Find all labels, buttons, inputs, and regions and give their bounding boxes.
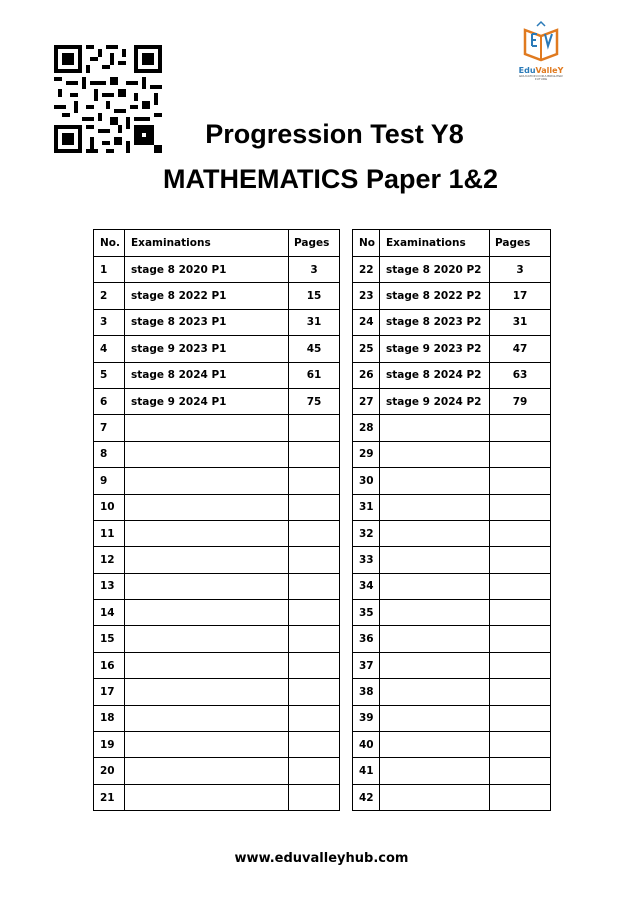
exam-name-left: stage 8 2023 P1	[125, 309, 289, 335]
row-number-right: 30	[353, 468, 380, 494]
pages-right	[490, 784, 551, 810]
exam-name-right	[380, 705, 490, 731]
row-number-right: 23	[353, 283, 380, 309]
exam-name-right	[380, 468, 490, 494]
row-number-left: 2	[94, 283, 125, 309]
footer-url[interactable]: www.eduvalleyhub.com	[234, 851, 409, 866]
exam-name-left	[125, 547, 289, 573]
column-gap	[340, 257, 353, 283]
row-number-left: 18	[94, 705, 125, 731]
row-number-right: 35	[353, 600, 380, 626]
column-gap	[340, 758, 353, 784]
table-row	[94, 652, 551, 678]
row-number-left: 5	[94, 362, 125, 388]
table-row	[94, 705, 551, 731]
pages-left: 61	[289, 362, 340, 388]
exam-name-right: stage 9 2023 P2	[380, 336, 490, 362]
table-row	[94, 626, 551, 652]
exam-name-right: stage 9 2024 P2	[380, 388, 490, 414]
header-pages-right: Pages	[490, 230, 551, 257]
exam-name-right	[380, 441, 490, 467]
row-number-left: 21	[94, 784, 125, 810]
exam-name-right	[380, 494, 490, 520]
exam-name-left	[125, 415, 289, 441]
row-number-right: 41	[353, 758, 380, 784]
table-header-row	[94, 230, 551, 257]
exam-name-left: stage 9 2023 P1	[125, 336, 289, 362]
exam-name-right	[380, 732, 490, 758]
pages-left	[289, 732, 340, 758]
pages-right	[490, 573, 551, 599]
row-number-right: 22	[353, 257, 380, 283]
row-number-left: 9	[94, 468, 125, 494]
pages-left	[289, 573, 340, 599]
pages-left	[289, 705, 340, 731]
row-number-left: 4	[94, 336, 125, 362]
column-gap	[340, 362, 353, 388]
table-row	[94, 468, 551, 494]
column-gap	[340, 732, 353, 758]
exam-name-left	[125, 784, 289, 810]
header-no-right: No	[353, 230, 380, 257]
pages-right: 31	[490, 309, 551, 335]
exam-name-left	[125, 679, 289, 705]
row-number-right: 37	[353, 652, 380, 678]
pages-right	[490, 652, 551, 678]
exam-name-right	[380, 758, 490, 784]
row-number-left: 7	[94, 415, 125, 441]
table-row	[94, 732, 551, 758]
pages-left	[289, 679, 340, 705]
header-exam-right: Examinations	[380, 230, 490, 257]
pages-right	[490, 415, 551, 441]
table-row	[94, 388, 551, 414]
pages-right: 79	[490, 388, 551, 414]
column-gap	[340, 230, 353, 257]
table-row	[94, 520, 551, 546]
row-number-left: 3	[94, 309, 125, 335]
pages-right	[490, 626, 551, 652]
row-number-right: 29	[353, 441, 380, 467]
pages-right	[490, 547, 551, 573]
row-number-left: 6	[94, 388, 125, 414]
table-row	[94, 283, 551, 309]
column-gap	[340, 494, 353, 520]
table-row	[94, 336, 551, 362]
pages-left	[289, 600, 340, 626]
row-number-left: 15	[94, 626, 125, 652]
row-number-left: 12	[94, 547, 125, 573]
exam-name-left: stage 8 2020 P1	[125, 257, 289, 283]
table-row	[94, 309, 551, 335]
column-gap	[340, 336, 353, 362]
exam-name-right: stage 8 2020 P2	[380, 257, 490, 283]
header-pages-left: Pages	[289, 230, 340, 257]
column-gap	[340, 547, 353, 573]
exam-name-left	[125, 520, 289, 546]
exam-name-left	[125, 468, 289, 494]
row-number-left: 8	[94, 441, 125, 467]
exam-name-right	[380, 600, 490, 626]
row-number-right: 24	[353, 309, 380, 335]
pages-right	[490, 441, 551, 467]
exam-name-right: stage 8 2024 P2	[380, 362, 490, 388]
exam-name-left	[125, 600, 289, 626]
column-gap	[340, 309, 353, 335]
exam-name-right	[380, 679, 490, 705]
logo-tagline: EDUCATION FOR A BRIGHTER FUTURE	[519, 74, 563, 81]
exam-name-left	[125, 732, 289, 758]
column-gap	[340, 784, 353, 810]
exam-index-table	[93, 229, 551, 811]
row-number-right: 42	[353, 784, 380, 810]
pages-right	[490, 705, 551, 731]
header-exam-left: Examinations	[125, 230, 289, 257]
exam-name-right: stage 8 2022 P2	[380, 283, 490, 309]
pages-left	[289, 468, 340, 494]
pages-left: 45	[289, 336, 340, 362]
table-row	[94, 573, 551, 599]
row-number-left: 10	[94, 494, 125, 520]
row-number-right: 38	[353, 679, 380, 705]
exam-name-right	[380, 573, 490, 599]
exam-name-left	[125, 441, 289, 467]
row-number-left: 19	[94, 732, 125, 758]
table-row	[94, 784, 551, 810]
pages-right	[490, 468, 551, 494]
exam-name-left: stage 8 2024 P1	[125, 362, 289, 388]
exam-name-right	[380, 547, 490, 573]
column-gap	[340, 652, 353, 678]
pages-left: 75	[289, 388, 340, 414]
row-number-left: 17	[94, 679, 125, 705]
pages-right	[490, 520, 551, 546]
page-title: Progression Test Y8	[205, 119, 464, 149]
table-row	[94, 415, 551, 441]
row-number-left: 1	[94, 257, 125, 283]
logo-brand-edu: Edu	[518, 66, 536, 75]
pages-right: 63	[490, 362, 551, 388]
exam-name-left: stage 8 2022 P1	[125, 283, 289, 309]
row-number-right: 39	[353, 705, 380, 731]
pages-left	[289, 441, 340, 467]
table-row	[94, 547, 551, 573]
exam-name-left	[125, 758, 289, 784]
row-number-right: 27	[353, 388, 380, 414]
row-number-right: 32	[353, 520, 380, 546]
column-gap	[340, 283, 353, 309]
pages-right	[490, 679, 551, 705]
pages-left	[289, 547, 340, 573]
pages-left	[289, 784, 340, 810]
column-gap	[340, 388, 353, 414]
page-subtitle: MATHEMATICS Paper 1&2	[162, 164, 499, 194]
row-number-right: 36	[353, 626, 380, 652]
exam-name-right: stage 8 2023 P2	[380, 309, 490, 335]
pages-left: 3	[289, 257, 340, 283]
table-row	[94, 494, 551, 520]
row-number-left: 11	[94, 520, 125, 546]
column-gap	[340, 468, 353, 494]
table-row	[94, 600, 551, 626]
column-gap	[340, 573, 353, 599]
pages-right	[490, 758, 551, 784]
exam-name-left	[125, 652, 289, 678]
pages-left	[289, 626, 340, 652]
pages-left: 15	[289, 283, 340, 309]
header-no-left: No.	[94, 230, 125, 257]
column-gap	[340, 415, 353, 441]
column-gap	[340, 626, 353, 652]
table-row	[94, 362, 551, 388]
exam-name-right	[380, 520, 490, 546]
pages-left: 31	[289, 309, 340, 335]
row-number-left: 16	[94, 652, 125, 678]
row-number-right: 28	[353, 415, 380, 441]
pages-left	[289, 652, 340, 678]
column-gap	[340, 520, 353, 546]
row-number-right: 31	[353, 494, 380, 520]
pages-right: 47	[490, 336, 551, 362]
row-number-right: 33	[353, 547, 380, 573]
logo-brand-valley: ValleY	[535, 66, 564, 75]
column-gap	[340, 600, 353, 626]
pages-left	[289, 520, 340, 546]
pages-right: 17	[490, 283, 551, 309]
row-number-left: 14	[94, 600, 125, 626]
exam-name-left: stage 9 2024 P1	[125, 388, 289, 414]
exam-name-right	[380, 626, 490, 652]
row-number-right: 40	[353, 732, 380, 758]
column-gap	[340, 441, 353, 467]
row-number-right: 26	[353, 362, 380, 388]
row-number-right: 25	[353, 336, 380, 362]
pages-left	[289, 415, 340, 441]
table-row	[94, 758, 551, 784]
exam-name-left	[125, 705, 289, 731]
row-number-left: 13	[94, 573, 125, 599]
column-gap	[340, 679, 353, 705]
exam-name-left	[125, 626, 289, 652]
pages-right	[490, 494, 551, 520]
pages-left	[289, 494, 340, 520]
exam-name-right	[380, 784, 490, 810]
pages-left	[289, 758, 340, 784]
eduvalley-logo	[517, 20, 565, 84]
table-row	[94, 679, 551, 705]
table-row	[94, 441, 551, 467]
pages-right: 3	[490, 257, 551, 283]
pages-right	[490, 732, 551, 758]
table-row	[94, 257, 551, 283]
exam-name-right	[380, 652, 490, 678]
row-number-left: 20	[94, 758, 125, 784]
row-number-right: 34	[353, 573, 380, 599]
exam-name-right	[380, 415, 490, 441]
exam-name-left	[125, 573, 289, 599]
exam-name-left	[125, 494, 289, 520]
column-gap	[340, 705, 353, 731]
pages-right	[490, 600, 551, 626]
